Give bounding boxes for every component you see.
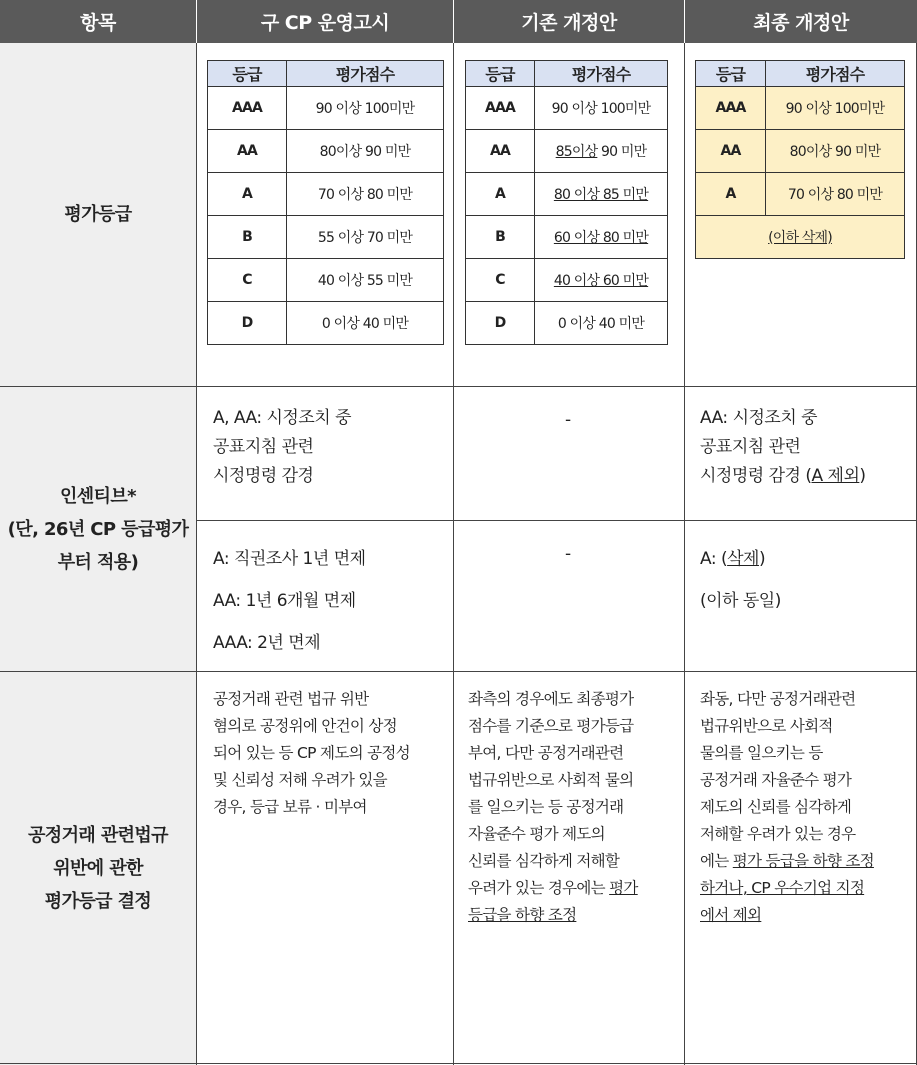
grade-cell: C bbox=[466, 259, 535, 302]
grade-cell: AAA bbox=[696, 87, 766, 130]
score-cell: 80이상 90 미만 bbox=[766, 130, 905, 173]
grade-cell: A bbox=[466, 173, 535, 216]
row-label-incentive: 인센티브* (단, 26년 CP 등급평가 부터 적용) bbox=[0, 387, 196, 671]
divider bbox=[0, 1063, 917, 1064]
score-cell: 0 이상 40 미만 bbox=[535, 302, 668, 345]
incentive-final-bottom: A: (삭제) (이하 동일) bbox=[700, 549, 781, 611]
header-prev: 기존 개정안 bbox=[454, 0, 684, 43]
score-cell: 40 이상 55 미만 bbox=[287, 259, 444, 302]
header-item: 항목 bbox=[0, 0, 196, 43]
incentive-old-bottom: A: 직권조사 1년 면제 AA: 1년 6개월 면제 AAA: 2년 면제 bbox=[213, 549, 366, 653]
score-cell: 90 이상 100미만 bbox=[766, 87, 905, 130]
col-grade: 등급 bbox=[466, 61, 535, 87]
grade-cell: AA bbox=[466, 130, 535, 173]
col-score: 평가점수 bbox=[766, 61, 905, 87]
header-final: 최종 개정안 bbox=[685, 0, 917, 43]
divider bbox=[0, 386, 917, 387]
grade-cell: AA bbox=[696, 130, 766, 173]
grade-cell: AAA bbox=[208, 87, 287, 130]
score-cell: 0 이상 40 미만 bbox=[287, 302, 444, 345]
incentive-final-top: AA: 시정조치 중 공표지침 관련 시정명령 감경 (A 제외) bbox=[700, 408, 866, 486]
divider bbox=[0, 671, 917, 672]
col-grade: 등급 bbox=[696, 61, 766, 87]
fair-prev: 좌측의 경우에도 최종평가 점수를 기준으로 평가등급 부여, 다만 공정거래관련 법규위반으로 사회적 물의 를 일으키는 등 공정거래 자율준수 평가 제도의 신뢰를 심각하게 저해할 우려가 있는 경우에는 평가 등급을 하향 조정 bbox=[468, 690, 638, 924]
grade-cell: D bbox=[466, 302, 535, 345]
grade-cell: B bbox=[208, 216, 287, 259]
divider bbox=[196, 43, 197, 1065]
incentive-old-top: A, AA: 시정조치 중 공표지침 관련 시정명령 감경 bbox=[213, 408, 352, 486]
row-label-fair: 공정거래 관련법규 위반에 관한 평가등급 결정 bbox=[0, 672, 196, 1065]
score-cell: 60 이상 80 미만 bbox=[535, 216, 668, 259]
divider bbox=[684, 43, 685, 1065]
score-cell: 90 이상 100미만 bbox=[287, 87, 444, 130]
grade-cell: D bbox=[208, 302, 287, 345]
score-cell: 80 이상 85 미만 bbox=[535, 173, 668, 216]
grade-cell: AA bbox=[208, 130, 287, 173]
grade-cell: A bbox=[696, 173, 766, 216]
grade-cell: C bbox=[208, 259, 287, 302]
divider bbox=[453, 43, 454, 1065]
score-cell: 55 이상 70 미만 bbox=[287, 216, 444, 259]
grade-table-final bbox=[695, 60, 905, 259]
score-cell: 90 이상 100미만 bbox=[535, 87, 668, 130]
score-cell: 40 이상 60 미만 bbox=[535, 259, 668, 302]
header-old: 구 CP 운영고시 bbox=[197, 0, 453, 43]
incentive-prev-top: - bbox=[565, 410, 572, 430]
col-grade: 등급 bbox=[208, 61, 287, 87]
divider bbox=[196, 520, 917, 521]
score-cell: 85이상 90 미만 bbox=[535, 130, 668, 173]
grade-table-prev bbox=[465, 60, 668, 345]
deleted-note: (이하 삭제) bbox=[696, 216, 905, 259]
grade-cell: B bbox=[466, 216, 535, 259]
grade-cell: A bbox=[208, 173, 287, 216]
col-score: 평가점수 bbox=[287, 61, 444, 87]
col-score: 평가점수 bbox=[535, 61, 668, 87]
fair-final: 좌동, 다만 공정거래관련 법규위반으로 사회적 물의를 일으키는 등 공정거래 자율준수 평가 제도의 신뢰를 심각하게 저해할 우려가 있는 경우 에는 평가 등급을 하향 조정 하거나, CP 우수기업 지정 에서 제외 bbox=[700, 690, 874, 924]
score-cell: 80이상 90 미만 bbox=[287, 130, 444, 173]
row-label-grade: 평가등급 bbox=[0, 43, 196, 386]
grade-table-old bbox=[207, 60, 444, 345]
fair-old: 공정거래 관련 법규 위반 혐의로 공정위에 안건이 상정 되어 있는 등 CP 제도의 공정성 및 신뢰성 저해 우려가 있을 경우, 등급 보류 · 미부여 bbox=[213, 690, 410, 816]
score-cell: 70 이상 80 미만 bbox=[766, 173, 905, 216]
incentive-prev-bottom: - bbox=[565, 544, 572, 564]
grade-cell: AAA bbox=[466, 87, 535, 130]
score-cell: 70 이상 80 미만 bbox=[287, 173, 444, 216]
